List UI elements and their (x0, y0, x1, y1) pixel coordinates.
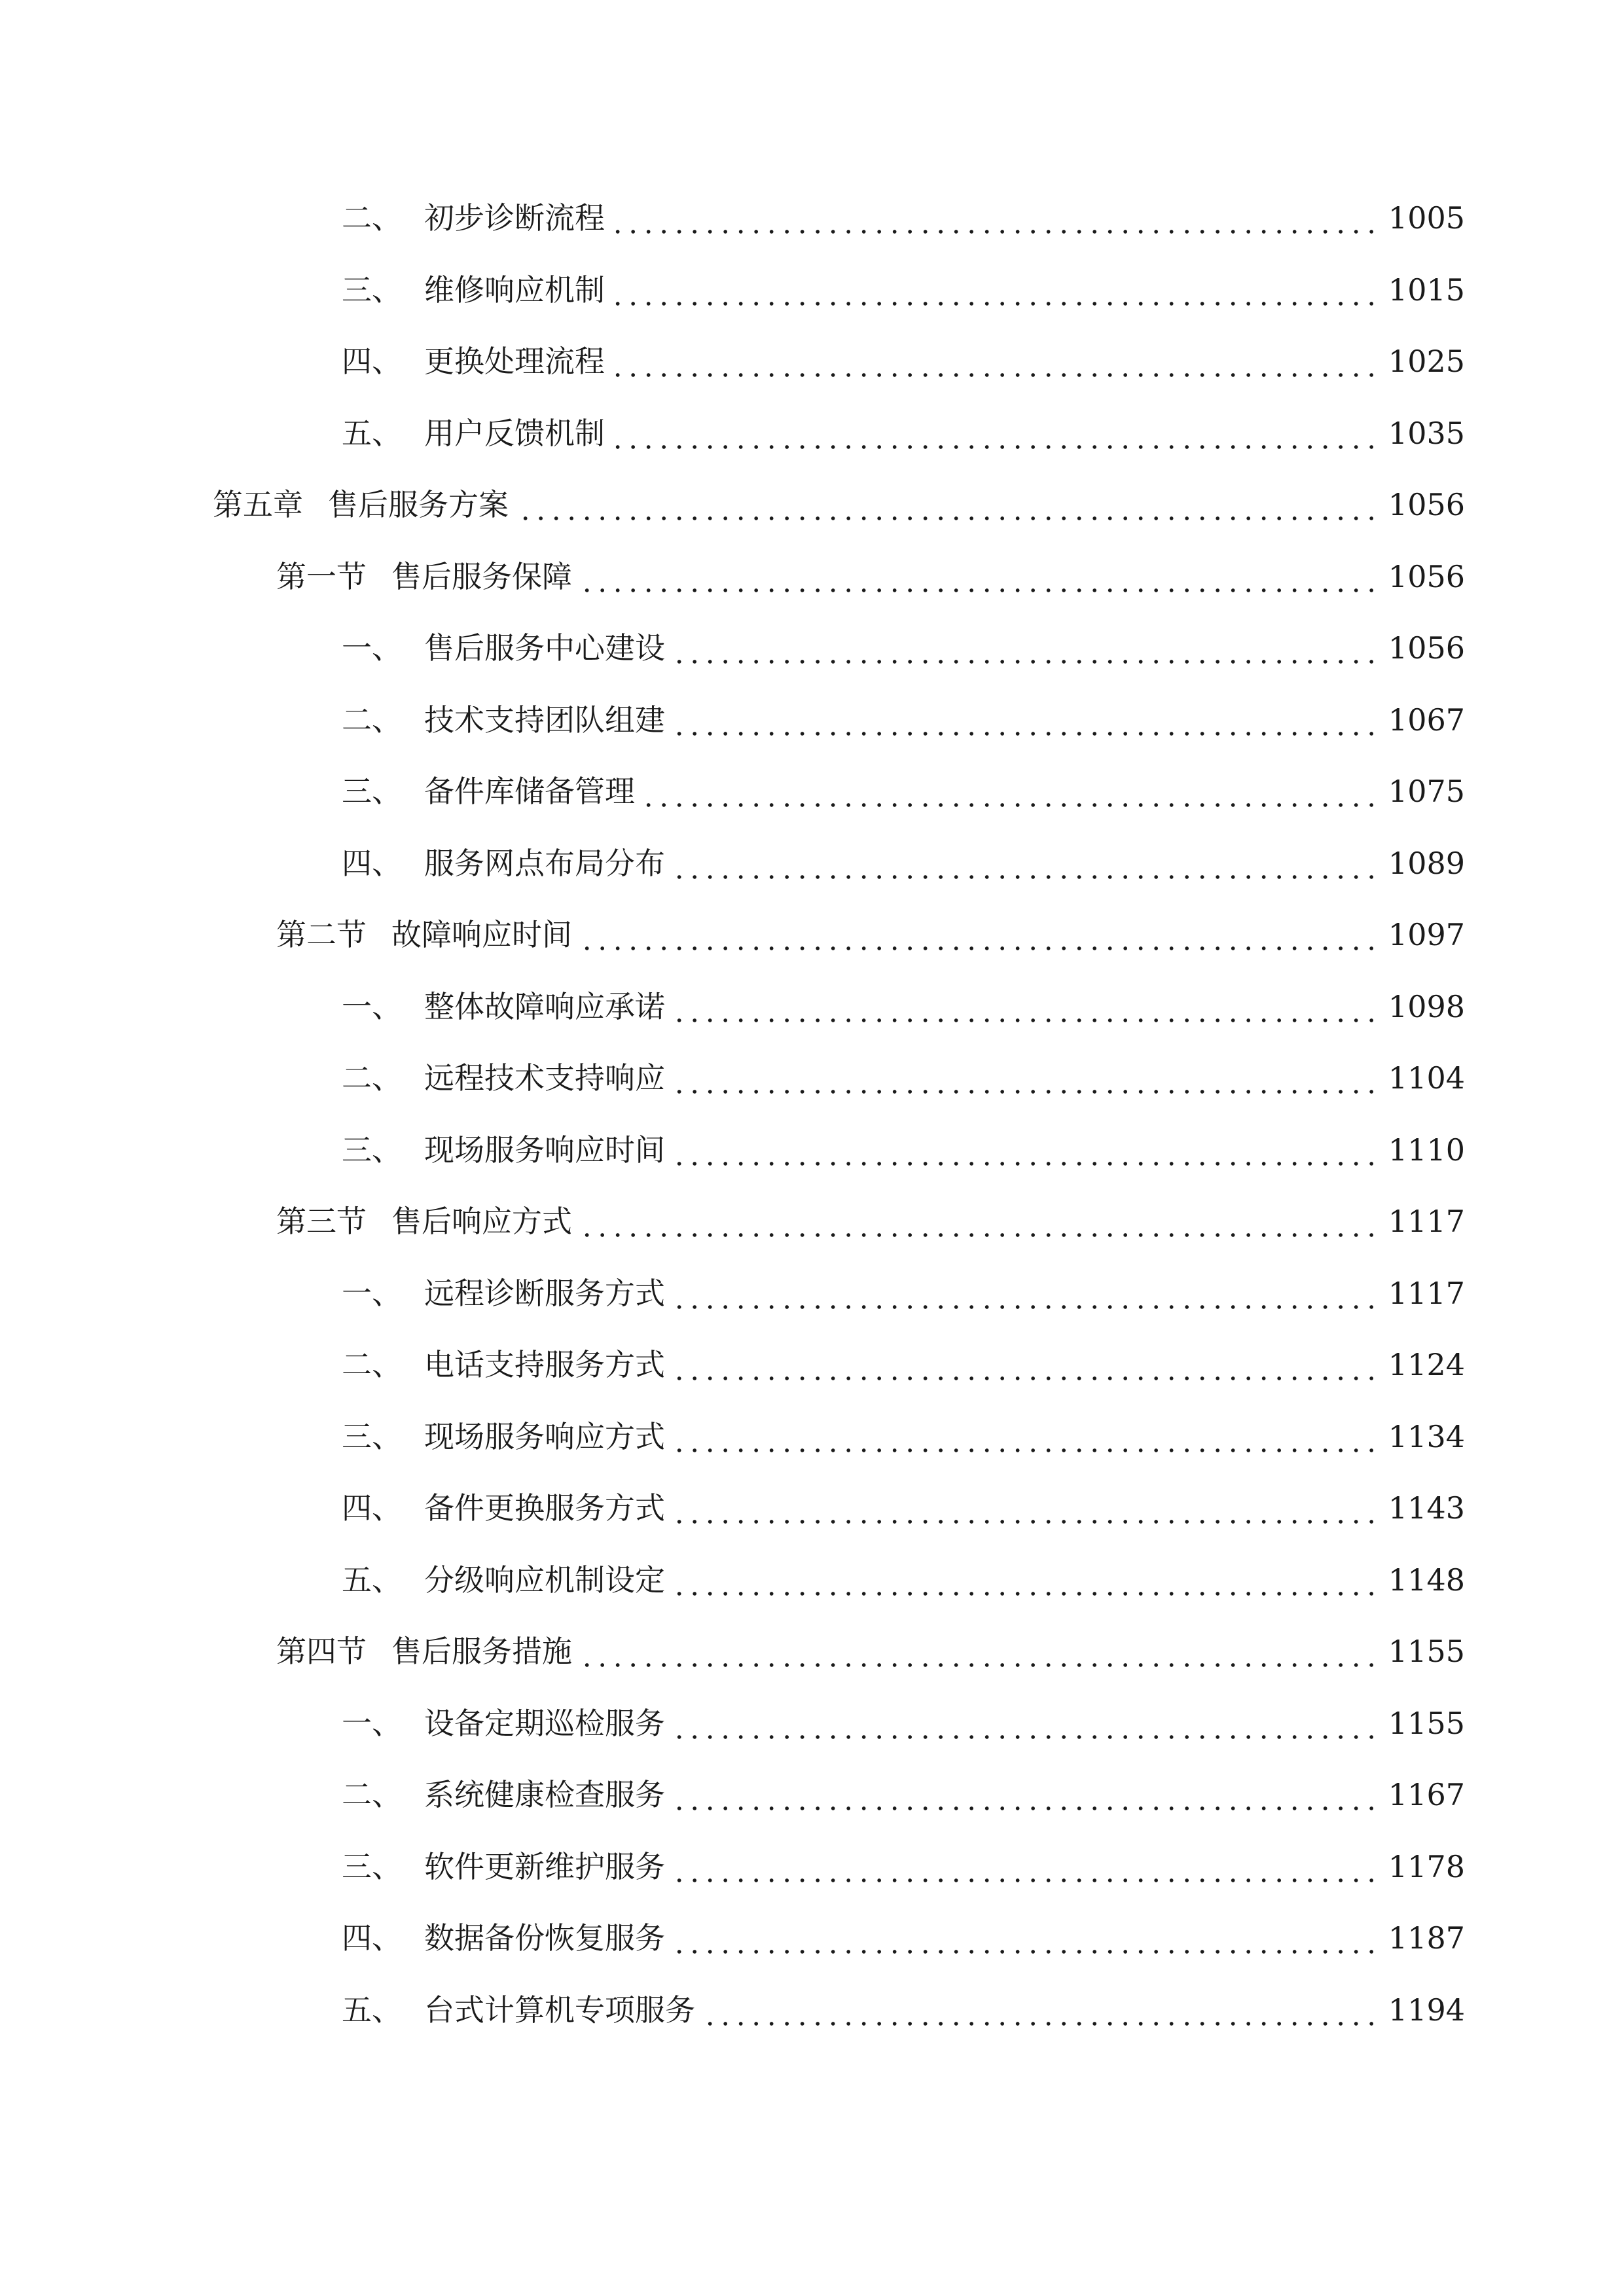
toc-entry-number: 第二节 (276, 917, 367, 952)
toc-dot-leader (577, 908, 1379, 961)
toc-entry[interactable] (342, 694, 1465, 746)
toc-entry-title: 售后服务方案 (328, 487, 509, 522)
toc-entry-page-number: 1117 (1388, 1204, 1465, 1239)
toc-entry-title: 售后服务中心建设 (424, 630, 665, 666)
toc-entry[interactable] (342, 837, 1465, 889)
toc-entry-page-number: 1056 (1388, 487, 1465, 522)
toc-entry-page-number: 1056 (1388, 558, 1465, 594)
toc-entry-page-number: 1143 (1388, 1490, 1465, 1526)
toc-entry-page-number: 1056 (1388, 630, 1465, 666)
toc-dot-leader (670, 1840, 1379, 1893)
toc-entry-page-number: 1155 (1388, 1634, 1465, 1669)
toc-dot-leader (610, 407, 1379, 459)
toc-entry-page-number: 1089 (1388, 845, 1465, 881)
toc-entry-page-number: 1110 (1388, 1132, 1465, 1168)
toc-entry[interactable] (342, 1912, 1465, 1964)
toc-entry-number: 三、 (342, 1132, 402, 1168)
toc-entry-page-number: 1075 (1388, 774, 1465, 809)
toc-entry-title: 初步诊断流程 (424, 200, 605, 236)
toc-entry[interactable] (342, 1554, 1465, 1606)
toc-entry[interactable] (342, 1984, 1465, 2036)
toc-entry-page-number: 1035 (1388, 415, 1465, 451)
toc-entry-number: 三、 (342, 1418, 402, 1454)
toc-entry-number: 二、 (342, 1347, 402, 1382)
toc-entry-page-number: 1148 (1388, 1562, 1465, 1598)
toc-dot-leader (670, 837, 1379, 889)
toc-entry-number: 二、 (342, 1060, 402, 1096)
toc-entry-number: 一、 (342, 1705, 402, 1741)
toc-entry[interactable] (213, 478, 1465, 531)
toc-dot-leader (577, 1195, 1379, 1247)
toc-entry-page-number: 1167 (1388, 1777, 1465, 1812)
toc-dot-leader (700, 1984, 1379, 2036)
toc-entry-page-number: 1097 (1388, 917, 1465, 952)
toc-entry[interactable] (342, 1840, 1465, 1893)
toc-entry[interactable] (276, 908, 1465, 961)
toc-entry-number: 五、 (342, 1992, 402, 2028)
toc-dot-leader (577, 1625, 1379, 1677)
toc-dot-leader (670, 1912, 1379, 1964)
toc-entry-number: 五、 (342, 1562, 402, 1598)
toc-entry-number: 四、 (342, 344, 402, 379)
toc-dot-leader (640, 765, 1379, 817)
toc-entry[interactable] (342, 1768, 1465, 1821)
toc-entry-title: 现场服务响应方式 (424, 1418, 665, 1454)
toc-entry-number: 第四节 (276, 1634, 367, 1669)
toc-entry-page-number: 1194 (1388, 1992, 1465, 2028)
toc-entry-number: 第三节 (276, 1204, 367, 1239)
toc-entry-title: 数据备份恢复服务 (424, 1920, 665, 1956)
toc-dot-leader (610, 192, 1379, 244)
toc-entry[interactable] (342, 980, 1465, 1033)
toc-entry-number: 二、 (342, 200, 402, 236)
toc-dot-leader (670, 1697, 1379, 1749)
toc-entry-number: 三、 (342, 272, 402, 308)
toc-entry[interactable] (342, 335, 1465, 387)
toc-dot-leader (670, 1338, 1379, 1391)
toc-entry[interactable] (276, 550, 1465, 603)
toc-entry-title: 维修响应机制 (424, 272, 605, 308)
toc-dot-leader (670, 1124, 1379, 1176)
toc-entry[interactable] (342, 192, 1465, 244)
toc-entry-title: 备件库储备管理 (424, 774, 635, 809)
toc-entry-page-number: 1015 (1388, 272, 1465, 308)
toc-entry-page-number: 1104 (1388, 1060, 1465, 1096)
toc-entry-page-number: 1124 (1388, 1347, 1465, 1382)
toc-entry-title: 设备定期巡检服务 (424, 1705, 665, 1741)
toc-entry[interactable] (342, 622, 1465, 674)
toc-entry-title: 分级响应机制设定 (424, 1562, 665, 1598)
toc-entry-title: 用户反馈机制 (424, 415, 605, 451)
toc-entry-number: 三、 (342, 774, 402, 809)
toc-entry[interactable] (276, 1625, 1465, 1677)
toc-entry[interactable] (276, 1195, 1465, 1247)
toc-entry-title: 整体故障响应承诺 (424, 988, 665, 1024)
toc-dot-leader (670, 1052, 1379, 1104)
toc-entry[interactable] (342, 1124, 1465, 1176)
toc-entry-number: 一、 (342, 1275, 402, 1311)
toc-entry[interactable] (342, 1267, 1465, 1319)
toc-entry[interactable] (342, 1482, 1465, 1534)
toc-entry-number: 五、 (342, 415, 402, 451)
toc-dot-leader (610, 335, 1379, 387)
toc-entry-title: 远程技术支持响应 (424, 1060, 665, 1096)
toc-entry-page-number: 1005 (1388, 200, 1465, 236)
toc-dot-leader (670, 1410, 1379, 1463)
toc-entry-title: 现场服务响应时间 (424, 1132, 665, 1168)
toc-dot-leader (670, 1482, 1379, 1534)
toc-entry-title: 故障响应时间 (391, 917, 572, 952)
toc-entry-title: 更换处理流程 (424, 344, 605, 379)
toc-entry[interactable] (342, 1338, 1465, 1391)
toc-entry-page-number: 1067 (1388, 702, 1465, 738)
toc-entry-page-number: 1098 (1388, 988, 1465, 1024)
toc-entry-number: 第一节 (276, 558, 367, 594)
toc-entry-number: 四、 (342, 1490, 402, 1526)
toc-entry-page-number: 1187 (1388, 1920, 1465, 1956)
toc-dot-leader (610, 264, 1379, 316)
toc-entry-page-number: 1134 (1388, 1418, 1465, 1454)
toc-entry-number: 二、 (342, 1777, 402, 1812)
toc-entry-number: 四、 (342, 845, 402, 881)
toc-entry-number: 四、 (342, 1920, 402, 1956)
toc-dot-leader (670, 1768, 1379, 1821)
toc-entry[interactable] (342, 1697, 1465, 1749)
toc-entry-page-number: 1155 (1388, 1705, 1465, 1741)
toc-entry-number: 一、 (342, 630, 402, 666)
toc-entry-number: 三、 (342, 1848, 402, 1884)
toc-entry-page-number: 1117 (1388, 1275, 1465, 1311)
toc-entry[interactable] (342, 1410, 1465, 1463)
toc-entry-title: 售后服务措施 (391, 1634, 572, 1669)
toc-entry-number: 二、 (342, 702, 402, 738)
toc-entry-number: 一、 (342, 988, 402, 1024)
toc-entry-title: 技术支持团队组建 (424, 702, 665, 738)
toc-entry-title: 售后服务保障 (391, 558, 572, 594)
toc-dot-leader (514, 478, 1379, 531)
toc-entry-title: 台式计算机专项服务 (424, 1992, 695, 2028)
toc-entry-title: 售后响应方式 (391, 1204, 572, 1239)
toc-entry[interactable] (342, 765, 1465, 817)
toc-dot-leader (670, 622, 1379, 674)
toc-dot-leader (670, 1554, 1379, 1606)
toc-entry-title: 远程诊断服务方式 (424, 1275, 665, 1311)
toc-entry-page-number: 1178 (1388, 1848, 1465, 1884)
toc-dot-leader (670, 694, 1379, 746)
toc-entry-title: 软件更新维护服务 (424, 1848, 665, 1884)
toc-entry[interactable] (342, 264, 1465, 316)
toc-dot-leader (670, 1267, 1379, 1319)
toc-dot-leader (670, 980, 1379, 1033)
toc-entry-title: 电话支持服务方式 (424, 1347, 665, 1382)
toc-entry-number: 第五章 (213, 487, 303, 522)
toc-entry-title: 备件更换服务方式 (424, 1490, 665, 1526)
toc-entry-title: 系统健康检查服务 (424, 1777, 665, 1812)
toc-entry-title: 服务网点布局分布 (424, 845, 665, 881)
toc-entry[interactable] (342, 1052, 1465, 1104)
toc-dot-leader (577, 550, 1379, 603)
toc-entry-page-number: 1025 (1388, 344, 1465, 379)
toc-entry[interactable] (342, 407, 1465, 459)
